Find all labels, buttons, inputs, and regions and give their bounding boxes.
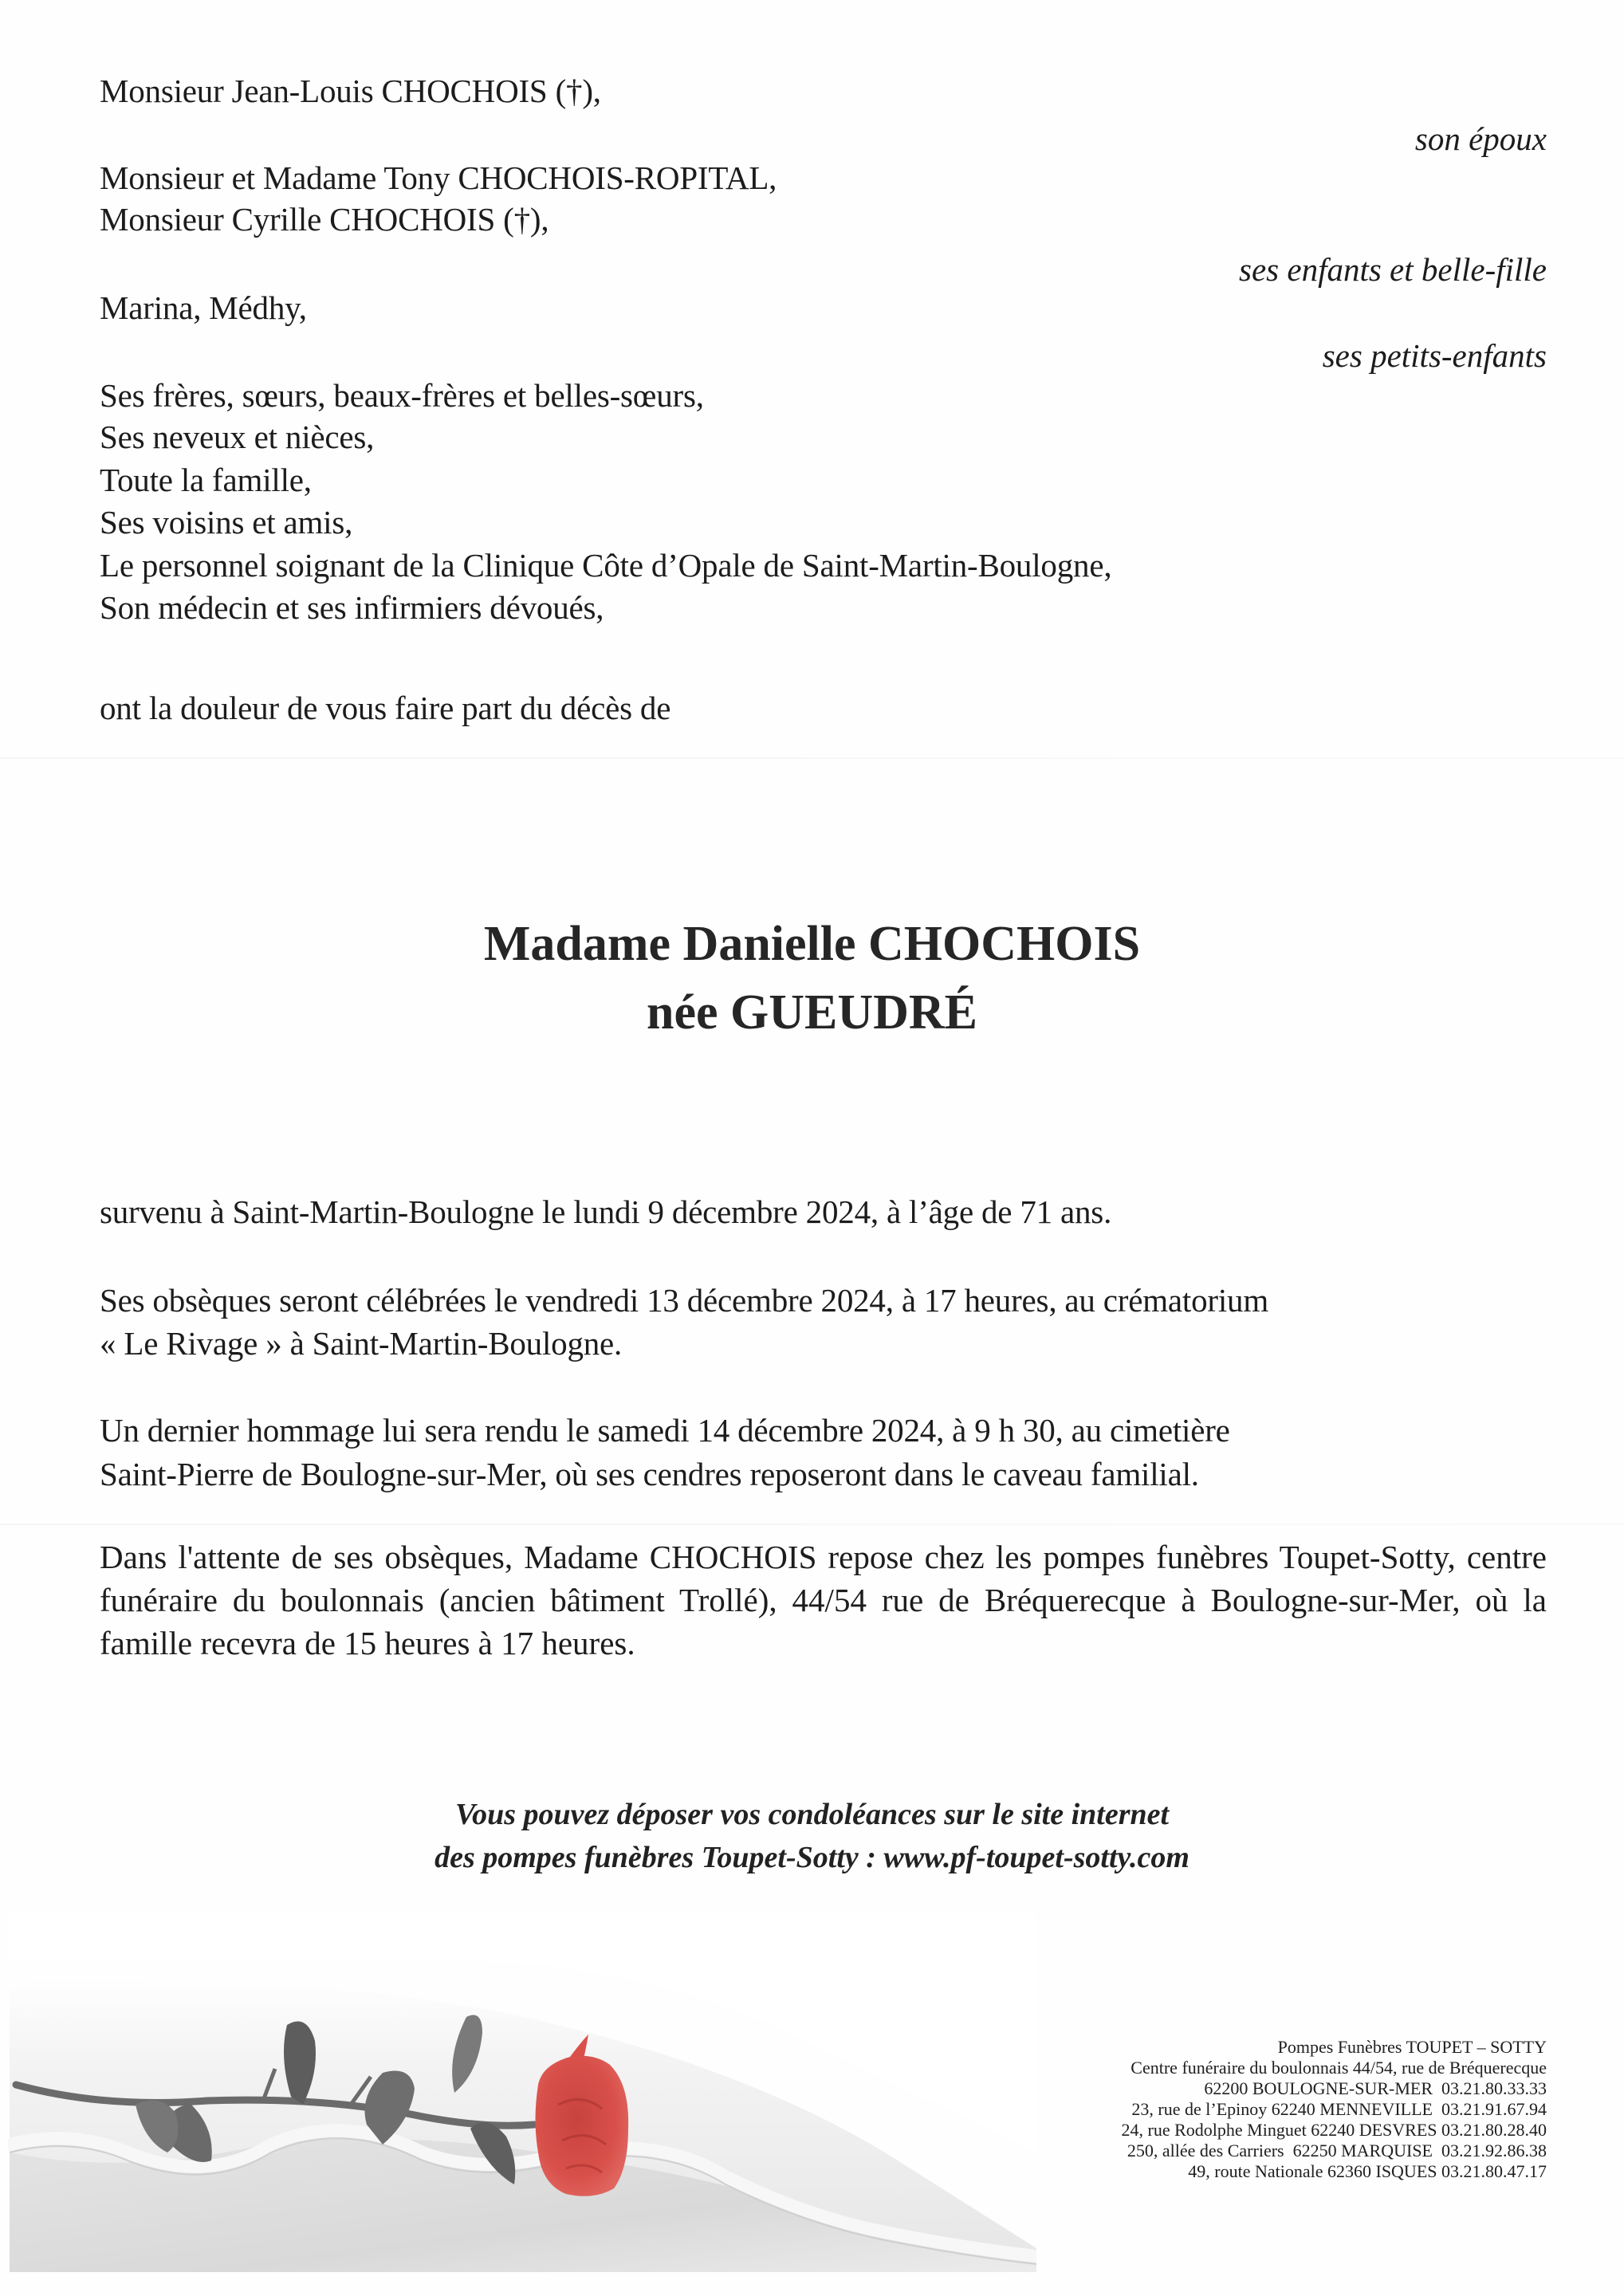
spouse-name: Monsieur Jean-Louis CHOCHOIS (†), [100, 73, 601, 109]
funeral-home-city-phone: 62200 BOULOGNE-SUR-MER 03.21.80.33.33 [1204, 2078, 1547, 2098]
rose-on-beach-image [8, 1913, 1036, 2272]
condolences-website-line[interactable]: des pompes funèbres Toupet-Sotty : www.pf-toupet-sotty.com [435, 1841, 1189, 1874]
funeral-home-address: Centre funéraire du boulonnais 44/54, rue de Bréquerecque [1131, 2058, 1547, 2078]
rose-bloom [536, 2056, 629, 2196]
scan-artifact-line [0, 757, 1624, 759]
family-line: Ses voisins et amis, [100, 504, 353, 541]
tribute-details-line: Un dernier hommage lui sera rendu le samedi 14 décembre 2024, à 9 h 30, au cimetière [100, 1412, 1230, 1449]
death-details: survenu à Saint-Martin-Boulogne le lundi 9 décembre 2024, à l’âge de 71 ans. [100, 1193, 1112, 1230]
child-name: Monsieur Cyrille CHOCHOIS (†), [100, 201, 549, 238]
grandchildren-relation: ses petits-enfants [1322, 337, 1547, 374]
branch-desvres: 24, rue Rodolphe Minguet 62240 DESVRES 03.21.80.28.40 [1121, 2120, 1547, 2140]
announcement-text: ont la douleur de vous faire part du décès de [100, 690, 671, 726]
funeral-home-contacts [1122, 2037, 1547, 2182]
family-line: Son médecin et ses infirmiers dévoués, [100, 589, 604, 626]
branch-marquise: 250, allée des Carriers 62250 MARQUISE 03.21.92.86.38 [1127, 2141, 1547, 2160]
deceased-name: Madame Danielle CHOCHOIS [483, 917, 1141, 971]
family-line: Ses neveux et nièces, [100, 419, 375, 455]
family-line: Toute la famille, [100, 462, 312, 498]
family-line: Ses frères, sœurs, beaux-frères et belles-sœurs, [100, 377, 704, 414]
branch-isques: 49, route Nationale 62360 ISQUES 03.21.80.47.17 [1188, 2161, 1547, 2181]
family-line: Le personnel soignant de la Clinique Côte d’Opale de Saint-Martin-Boulogne, [100, 547, 1112, 584]
repose-details: Dans l'attente de ses obsèques, Madame CHOCHOIS repose chez les pompes funèbres Toupet-Sotty, centre funéraire du boulonnais (ancien bâtiment Trollé), 44/54 rue de Bréquerecque à Boulogne-sur-Mer, où la famille recevra de 15 heures à 17 heures. [100, 1539, 1547, 1661]
tribute-details-line: Saint-Pierre de Boulogne-sur-Mer, où ses cendres reposeront dans le caveau familial. [100, 1456, 1199, 1492]
branch-menneville: 23, rue de l’Epinoy 62240 MENNEVILLE 03.21.91.67.94 [1131, 2099, 1547, 2119]
funeral-details-line: « Le Rivage » à Saint-Martin-Boulogne. [100, 1325, 623, 1362]
spouse-relation: son époux [1414, 120, 1547, 157]
condolences-line: Vous pouvez déposer vos condoléances sur le site internet [454, 1798, 1170, 1831]
scan-artifact-line [0, 1523, 1624, 1525]
children-relation: ses enfants et belle-fille [1239, 251, 1547, 288]
grandchildren-names: Marina, Médhy, [100, 289, 307, 326]
deceased-maiden-name: née GUEUDRÉ [646, 985, 978, 1040]
funeral-home-name: Pompes Funèbres TOUPET – SOTTY [1277, 2037, 1547, 2057]
funeral-details-line: Ses obsèques seront célébrées le vendredi 13 décembre 2024, à 17 heures, au crématorium [100, 1282, 1269, 1319]
child-name: Monsieur et Madame Tony CHOCHOIS-ROPITAL, [100, 159, 777, 196]
